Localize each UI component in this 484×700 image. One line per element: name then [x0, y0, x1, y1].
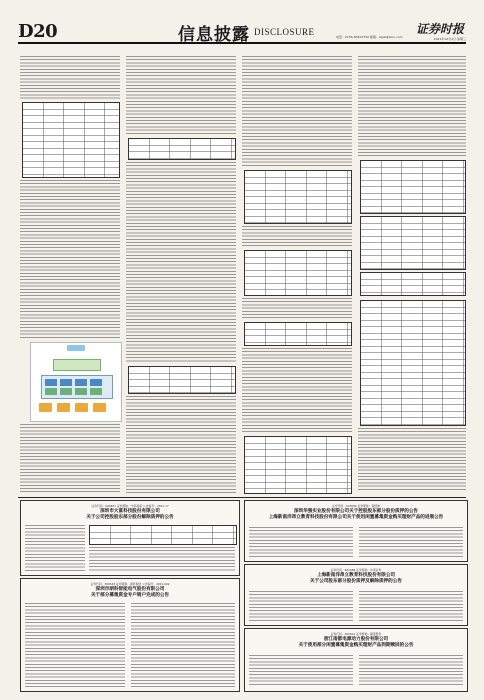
data-table	[89, 525, 237, 545]
text-column	[25, 525, 85, 571]
masthead	[18, 21, 466, 45]
data-table	[360, 300, 466, 426]
text-column	[242, 226, 352, 246]
notice-box	[20, 578, 240, 692]
text-column	[25, 603, 125, 687]
stock-code-line: 证券代码：300543 证券简称：朗科智能 公告编号：2021-092	[90, 582, 170, 586]
company-name: 深圳华强实业股份有限公司关于控股股东部分股份质押的公告	[293, 509, 419, 514]
notice-title: 关于公司控股股东部分股份解除质押的公告	[86, 515, 174, 520]
company-name: 深圳市朗科智能电气股份有限公司	[95, 587, 165, 592]
text-column	[359, 591, 463, 621]
text-column	[242, 56, 352, 166]
text-column	[359, 527, 463, 557]
text-column	[126, 56, 236, 136]
notice-box	[244, 628, 468, 692]
text-column	[20, 56, 120, 100]
data-table	[360, 216, 466, 270]
notice-title: 关于部分募集资金专户销户完成的公告	[90, 593, 170, 598]
text-column	[126, 396, 236, 494]
text-column	[358, 428, 466, 492]
text-column	[242, 348, 352, 434]
text-column	[249, 527, 353, 557]
section-title-en: DISCLOSURE	[254, 27, 315, 37]
text-column	[249, 591, 353, 621]
newspaper-logo: 证券时报	[415, 22, 464, 36]
stock-code-line: 证券代码：601688 证券简称：华泰证券	[330, 568, 382, 572]
text-column	[249, 655, 353, 687]
data-table	[244, 170, 352, 224]
text-column	[20, 180, 120, 340]
text-column	[126, 162, 236, 362]
company-name: 浙江南都电源动力股份有限公司	[323, 637, 389, 642]
text-column	[20, 424, 120, 494]
data-table	[22, 102, 120, 178]
notice-box	[20, 500, 240, 576]
data-table	[128, 138, 236, 160]
text-column	[242, 298, 352, 318]
company-name: 上海新南洋昂立教育科技股份有限公司	[316, 573, 396, 578]
data-table	[244, 250, 352, 296]
data-table	[360, 272, 466, 296]
company-name: 深圳市大富科技股份有限公司	[100, 509, 160, 514]
text-column	[131, 603, 235, 687]
section-title-cn: 信息披露	[178, 25, 250, 45]
data-table	[244, 436, 352, 494]
notice-box	[244, 564, 468, 626]
text-column	[359, 655, 463, 687]
architecture-diagram	[30, 342, 122, 422]
notice-title: 关于公司股东部分股份质押及解除质押的公告	[310, 579, 402, 584]
stock-code-line: 证券代码：002612 证券简称：朗姿股份	[330, 632, 382, 636]
page-code: D20	[18, 21, 58, 42]
contact-line: 电话：0755-83501750 邮箱：zqsb@stcn.com	[336, 35, 403, 39]
text-column	[89, 547, 235, 571]
data-table	[128, 366, 236, 394]
data-table	[360, 160, 466, 214]
text-column	[358, 56, 466, 156]
notice-title: 上海新南洋昂立教育科技股份有限公司关于使用闲置募集资金购买理财产品的进展公告	[268, 515, 444, 520]
section-divider	[18, 497, 466, 498]
issue-date: 2021年12月1日 星期三	[433, 37, 466, 41]
data-table	[244, 322, 352, 346]
notice-title: 关于使用部分闲置募集资金购买理财产品到期赎回的公告	[298, 643, 414, 648]
notice-box	[244, 500, 468, 562]
stock-code-line: 证券代码：603096 证券简称：新经典	[332, 504, 380, 508]
stock-code-line: 证券代码：000657 证券简称：中钨高新 公告编号：2021-77	[91, 504, 169, 508]
